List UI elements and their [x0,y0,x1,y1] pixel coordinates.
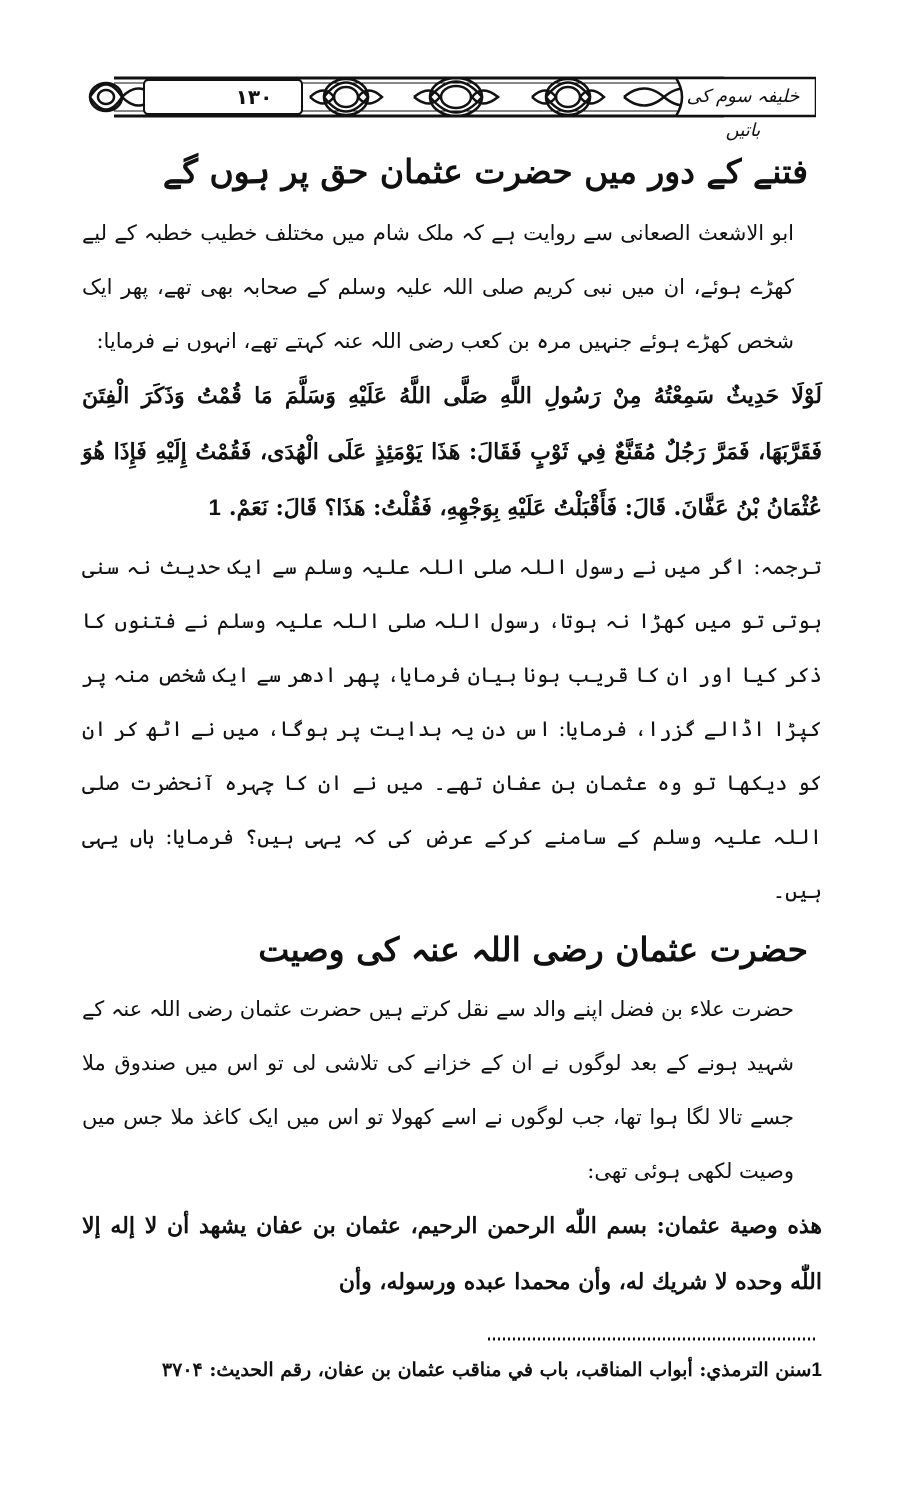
footnote-text: سنن الترمذي: أبواب المناقب، باب في مناقب عثمان بن عفان، رقم الحديث: ۳۷۰۴ [161,1359,812,1381]
footnote-reference: 1 [208,495,221,520]
section-heading: حضرت عثمان رضی اللہ عنہ کی وصیت [258,930,808,969]
running-title: خلیفہ سوم کی باتیں [686,86,800,141]
footnote-number: 1 [811,1360,822,1381]
will-arabic-text: هذه وصية عثمان: بسم اللّٰه الرحمن الرحيم، عثمان بن عفان يشهد أن لا إله إلا اللّٰه وحده لا شريك له، وأن محمدا عبده ورسوله، وأن [82,1213,822,1295]
narration-paragraph: حضرت علاء بن فضل اپنے والد سے نقل کرتے ہیں حضرت عثمان رضی اللہ عنہ کے شہید ہونے کے بعد لوگوں نے ان کے خزانے کی تلاشی لی تو اس میں صندوق ملا جسے تالا لگا ہوا تھا، جب لوگوں نے اسے کھولا تو اس میں ایک کاغذ ملا جس میں وصیت لکھی ہوئی تھی: [82,997,794,1183]
page-header [84,70,816,141]
narration-paragraph: ابو الاشعث الصعانی سے روایت ہے کہ ملک شام میں مختلف خطیب خطبہ کے لیے کھڑے ہوئے، ان میں نبی کریم صلی اللہ علیہ وسلم کے صحابہ بھی تھے، پھر ایک شخص کھڑے ہوئے جنہیں مرہ بن کعب رضی اللہ عنہ کہتے تھے، انہوں نے فرمایا: [82,221,794,353]
section-heading: فتنے کے دور میں حضرت عثمان حق پر ہوں گے [162,152,808,191]
page-number: ۱۳۰ [235,85,273,109]
page-content [82,140,822,1310]
footnote-divider [488,1336,818,1342]
translation-paragraph: ترجمہ: اگر میں نے رسول اللہ صلی اللہ علیہ وسلم سے ایک حدیث نہ سنی ہوتی تو میں کھڑا نہ ہوتا، رسول اللہ صلی اللہ علیہ وسلم نے فتنوں کا ذکر کیا اور ان کا قریب ہونا بیان فرمایا، پھر ادھر سے ایک شخص منہ پر کپڑا اڈالے گزرا، فرمایا: اس دن یہ ہدایت پر ہوگا، میں نے اٹھ کر ان کو دیکھا تو وہ عثمان بن عفان تھے۔ میں نے ان کا چہرہ آنحضرت صلی اللہ علیہ وسلم کے سامنے کرکے عرض کی کہ یہی ہیں؟ فرمایا: ہاں یہی ہیں۔ [82,555,822,903]
hadith-arabic-text [82,368,822,536]
footnote [82,1350,822,1391]
hadith-arabic: لَوْلَا حَدِيثٌ سَمِعْتُهُ مِنْ رَسُولِ اللَّهِ صَلَّى اللَّهُ عَلَيْهِ وَسَلَّمَ مَا قُمْتُ وَذَكَرَ الْفِتَنَ فَقَرَّبَهَا، فَمَرَّ رَجُلٌ مُقَنَّعٌ فِي ثَوْبٍ فَقَالَ: هَذَا يَوْمَئِذٍ عَلَى الْهُدَى، فَقُمْتُ إِلَيْهِ فَإِذَا هُوَ عُثْمَانُ بْنُ عَفَّانَ. قَالَ: فَأَقْبَلْتُ عَلَيْهِ بِوَجْهِهِ، فَقُلْتُ: هَذَا؟ قَالَ: نَعَمْ. [82,383,822,521]
